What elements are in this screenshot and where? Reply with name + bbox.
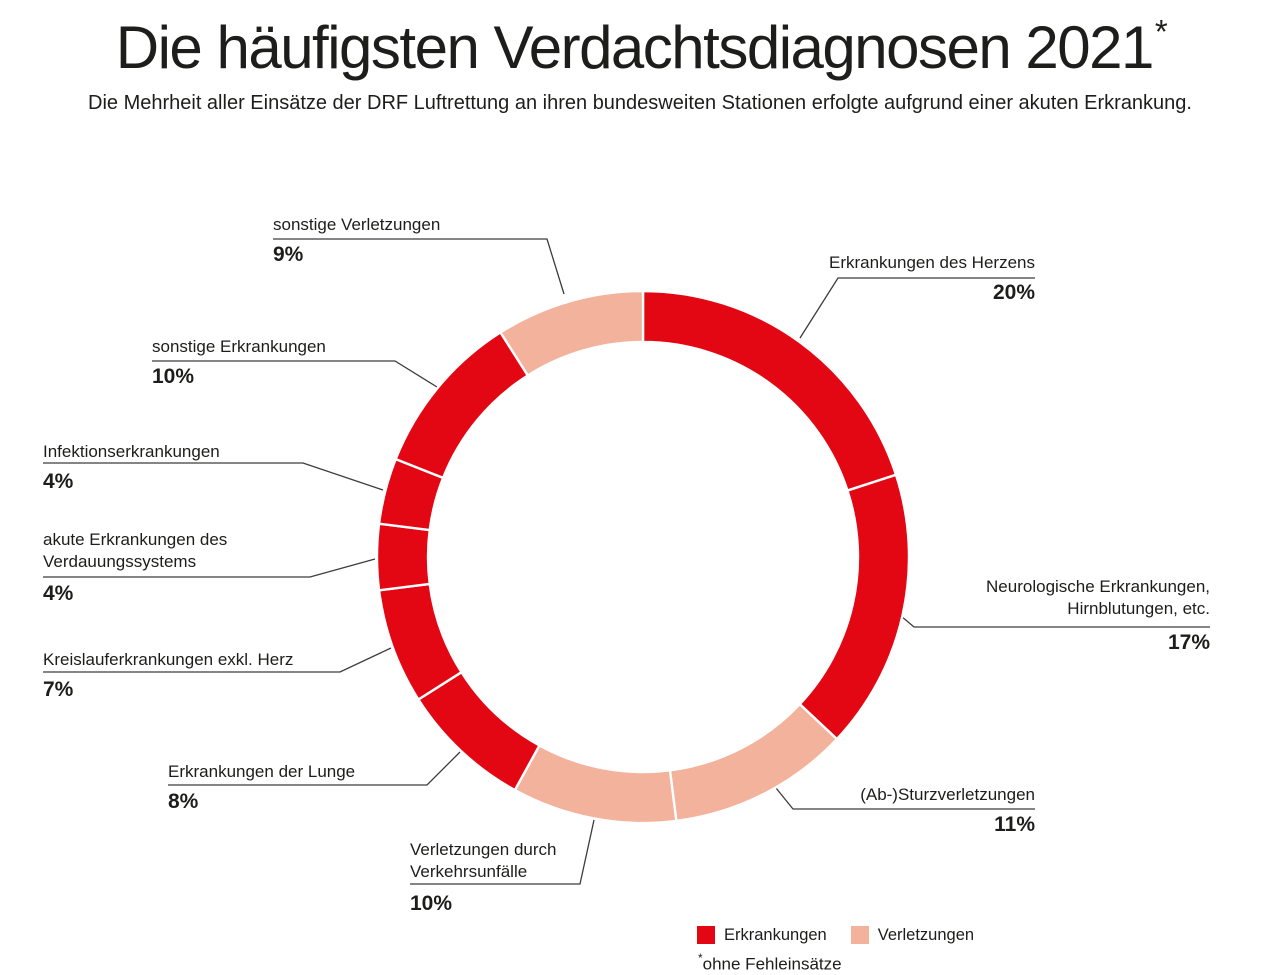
callout-verdauung-label: akute Erkrankungen des Verdauungssystems [43,530,228,571]
callout-sonstige-verletzungen [273,214,553,268]
callout-sonstige-verletzungen-label: sonstige Verletzungen [273,215,441,234]
callout-sonstige-erkrankungen-label: sonstige Erkrankungen [152,337,326,356]
donut-slice-6 [377,524,430,591]
callout-infektion-label: Infektionserkrankungen [43,442,220,461]
callout-lunge-pct: 8% [168,790,199,813]
callout-verkehr [410,839,595,917]
callout-neurologie [950,576,1210,656]
callout-sonstige-erkrankungen-pct: 10% [152,365,195,388]
callout-lunge-label: Erkrankungen der Lunge [168,762,356,781]
callout-lunge [168,761,448,815]
callout-herz-pct: 20% [992,281,1035,304]
legend [697,926,974,944]
callout-sonstige-erkrankungen [152,336,432,390]
donut-slice-3 [515,745,676,823]
callout-infektion [43,441,323,495]
footnote [698,949,842,975]
page-title-text: Die häufigsten Verdachtsdiagnosen 2021 [115,14,1153,81]
callout-kreislauf-pct: 7% [43,678,74,701]
callout-verdauung [43,529,278,607]
title-asterisk: * [1154,13,1167,50]
callout-kreislauf-label: Kreislauferkrankungen exkl. Herz [43,650,294,669]
callout-sturz-pct: 11% [994,813,1035,836]
page-subtitle: Die Mehrheit aller Einsätze der DRF Luftrettung an ihren bundesweiten Stationen erfolgte aufgrund einer akuten Erkrankung. [88,92,1192,114]
callout-sonstige-verletzungen-pct: 9% [273,243,304,266]
callout-sturz-label: (Ab-)Sturzverletzungen [860,785,1035,804]
callout-verdauung-pct: 4% [43,582,74,605]
donut-slice-1 [800,475,909,739]
legend-label-erkrankungen: Erkrankungen [724,926,827,944]
callout-verkehr-pct: 10% [410,892,453,915]
legend-item-verletzungen [851,926,974,944]
legend-label-verletzungen: Verletzungen [877,926,975,944]
footnote-text: ohne Fehleinsätze [702,954,842,974]
legend-swatch-erkrankungen-icon [697,926,715,944]
callout-herz [775,252,1035,306]
legend-item-erkrankungen [697,926,827,944]
donut-slice-9 [500,291,643,375]
callout-infektion-pct: 4% [43,470,74,493]
donut-ring [377,291,909,823]
callout-neurologie-pct: 17% [1167,631,1210,654]
callout-kreislauf [43,649,353,703]
callout-neurologie-label: Neurologische Erkrankungen, Hirnblutungen, etc. [986,577,1210,618]
donut-slice-0 [643,291,896,491]
donut-slice-2 [670,704,837,821]
callout-verkehr-label: Verletzungen durch Verkehrsunfälle [410,840,557,881]
legend-swatch-verletzungen-icon [851,926,869,944]
callout-herz-label: Erkrankungen des Herzens [828,253,1035,272]
callout-sturz [815,784,1035,838]
footnote-asterisk: * [698,951,703,965]
